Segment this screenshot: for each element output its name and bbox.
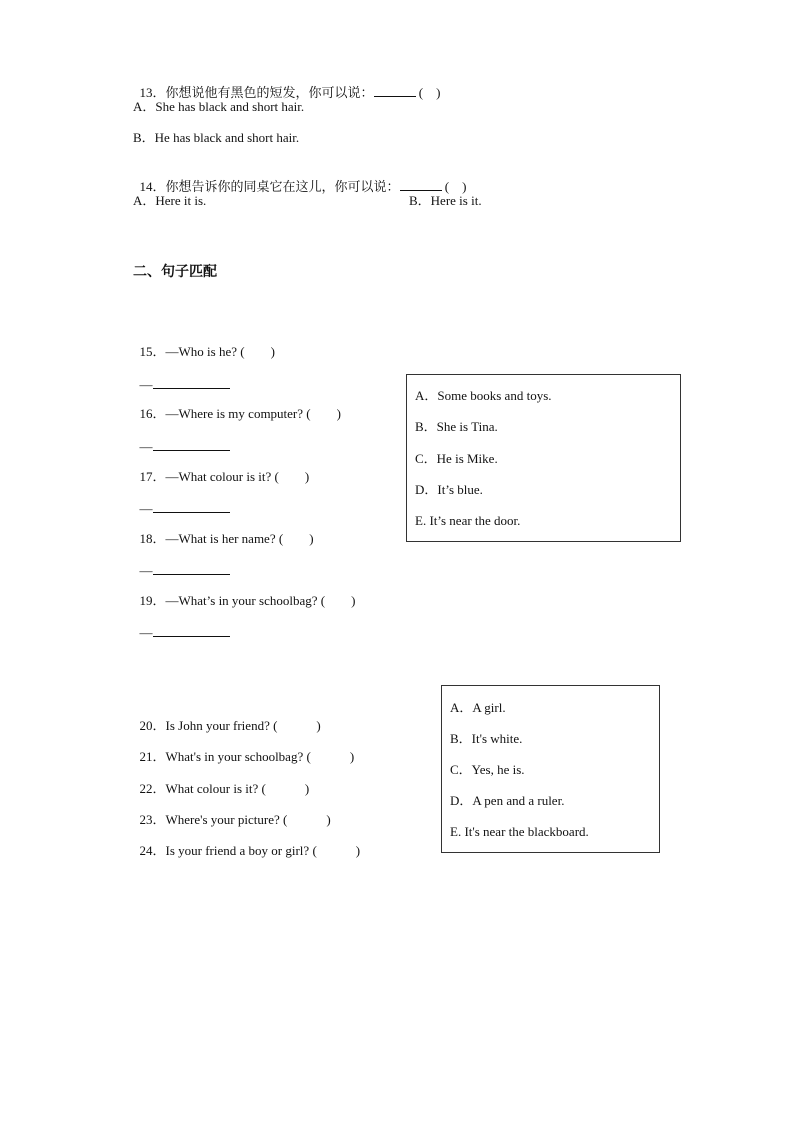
- question-text: 16．—Where is my computer?: [139, 406, 304, 421]
- answer-paren[interactable]: ( ): [306, 406, 341, 421]
- question-20: [133, 702, 321, 734]
- question-22: [133, 765, 309, 797]
- question-text: 24．Is your friend a boy or girl?: [139, 843, 310, 858]
- answer-blank[interactable]: [400, 178, 442, 191]
- answer-blank[interactable]: [153, 562, 230, 575]
- answer-paren[interactable]: ( ): [282, 812, 331, 827]
- answer-paren[interactable]: ( ): [240, 344, 275, 359]
- answer-blank[interactable]: [153, 500, 230, 513]
- option-b: B．It's white.: [450, 731, 523, 746]
- option-d: D．It’s blue.: [415, 482, 483, 497]
- answer-paren[interactable]: ( ): [312, 843, 361, 858]
- option-a: A．A girl.: [450, 700, 506, 715]
- question-19: [133, 577, 355, 609]
- answer-paren[interactable]: ( ): [278, 531, 314, 546]
- answer-paren[interactable]: ( ): [306, 749, 355, 764]
- answer-paren: ( ): [444, 179, 467, 194]
- question-18: [133, 515, 314, 547]
- question-13: [133, 68, 440, 101]
- question-text: 20．Is John your friend?: [139, 718, 270, 733]
- answer-blank[interactable]: [374, 84, 416, 97]
- option-a: A．She has black and short hair.: [133, 99, 305, 114]
- answer-line-18[interactable]: [133, 546, 230, 579]
- answer-paren[interactable]: ( ): [261, 781, 310, 796]
- answer-line-16[interactable]: [133, 422, 230, 455]
- option-b: B．She is Tina.: [415, 419, 498, 434]
- section-heading: 二、句子匹配: [133, 265, 217, 280]
- answer-paren: ( ): [418, 85, 441, 100]
- question-text: 17．—What colour is it?: [139, 469, 272, 484]
- question-16: [133, 390, 341, 422]
- options-box-1: [406, 374, 681, 542]
- question-text: 21．What's in your schoolbag?: [139, 749, 304, 764]
- question-13-stem: 13．你想说他有黑色的短发，你可以说：: [139, 85, 374, 100]
- dash: —: [139, 501, 153, 516]
- question-text: 15．—Who is he?: [139, 344, 237, 359]
- option-e: E. It’s near the door.: [415, 513, 521, 528]
- answer-line-17[interactable]: [133, 484, 230, 517]
- question-text: 19．—What’s in your schoolbag?: [139, 593, 318, 608]
- answer-paren[interactable]: ( ): [274, 469, 310, 484]
- question-15: [133, 328, 275, 360]
- question-text: 22．What colour is it?: [139, 781, 259, 796]
- option-a: A．Some books and toys.: [415, 388, 552, 403]
- option-a: A．Here it is.: [133, 193, 207, 208]
- dash: —: [139, 625, 153, 640]
- question-21: [133, 733, 354, 765]
- option-b: B．Here is it.: [409, 193, 482, 208]
- option-e: E. It's near the blackboard.: [450, 824, 589, 839]
- question-text: 18．—What is her name?: [139, 531, 276, 546]
- question-17: [133, 453, 309, 485]
- question-text: 23．Where's your picture?: [139, 812, 280, 827]
- question-14: [133, 162, 466, 195]
- option-c: C．He is Mike.: [415, 451, 498, 466]
- answer-paren[interactable]: ( ): [273, 718, 321, 733]
- answer-blank[interactable]: [153, 624, 230, 637]
- answer-line-19[interactable]: [133, 608, 230, 641]
- answer-blank[interactable]: [153, 376, 230, 389]
- option-c: C．Yes, he is.: [450, 762, 525, 777]
- dash: —: [139, 563, 153, 578]
- question-23: [133, 796, 331, 828]
- answer-paren[interactable]: ( ): [320, 593, 356, 608]
- question-14-stem: 14．你想告诉你的同桌它在这儿，你可以说：: [139, 179, 400, 194]
- option-b: B．He has black and short hair.: [133, 130, 300, 145]
- dash: —: [139, 439, 153, 454]
- question-24: [133, 827, 360, 859]
- dash: —: [139, 377, 153, 392]
- options-box-2: [441, 685, 660, 853]
- option-d: D．A pen and a ruler.: [450, 793, 565, 808]
- answer-line-15[interactable]: [133, 360, 230, 393]
- answer-blank[interactable]: [153, 438, 230, 451]
